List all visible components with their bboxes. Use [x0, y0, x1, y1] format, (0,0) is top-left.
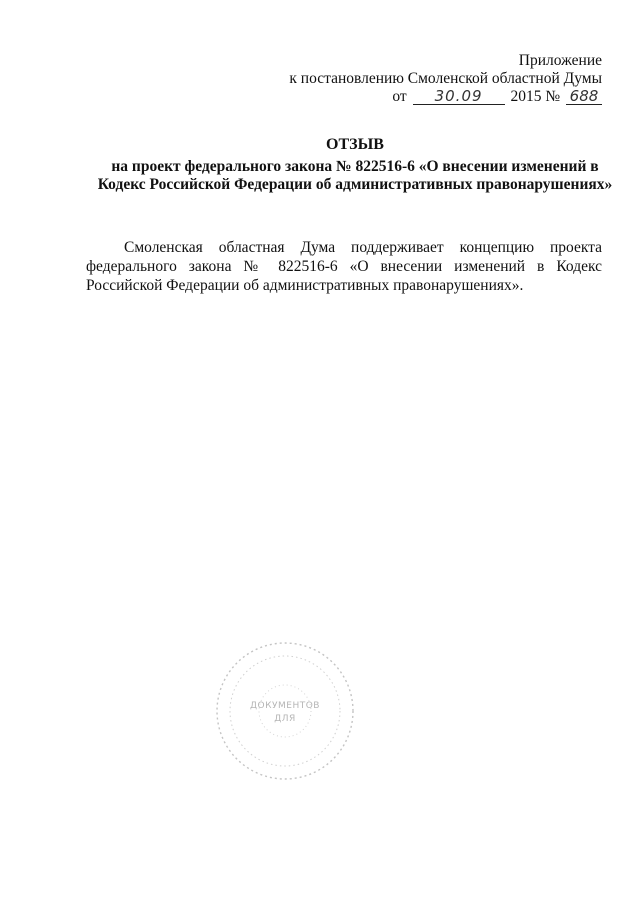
- date-prefix: от: [392, 88, 407, 105]
- seal-text: [210, 701, 360, 724]
- seal-text-line-1: ДОКУМЕНТОВ: [250, 701, 320, 711]
- seal-text-line-2: ДЛЯ: [274, 714, 296, 724]
- body-paragraph: Смоленская областная Дума поддерживает концепцию проекта федерального закона № 822516-6 «О внесении изменений в Кодекс Российской Федерации об административных правонарушениях».: [86, 238, 602, 294]
- year-number-label: 2015 №: [510, 88, 561, 105]
- appendix-block: [289, 52, 602, 106]
- handwritten-date: 30.09: [413, 88, 505, 105]
- document-type-title: ОТЗЫВ: [326, 136, 384, 153]
- header-line-1: на проект федерального закона № 822516-6 «О внесении изменений в: [111, 158, 599, 175]
- header-line-2: Кодекс Российской Федерации об административных правонарушениях»: [97, 176, 613, 193]
- appendix-resolution: к постановлению Смоленской областной Думы: [289, 70, 602, 87]
- document-header: [60, 136, 640, 194]
- handwritten-number: 688: [566, 88, 602, 105]
- appendix-label: Приложение: [518, 52, 602, 69]
- faded-seal-stamp: [210, 636, 360, 786]
- appendix-date-row: [289, 88, 602, 106]
